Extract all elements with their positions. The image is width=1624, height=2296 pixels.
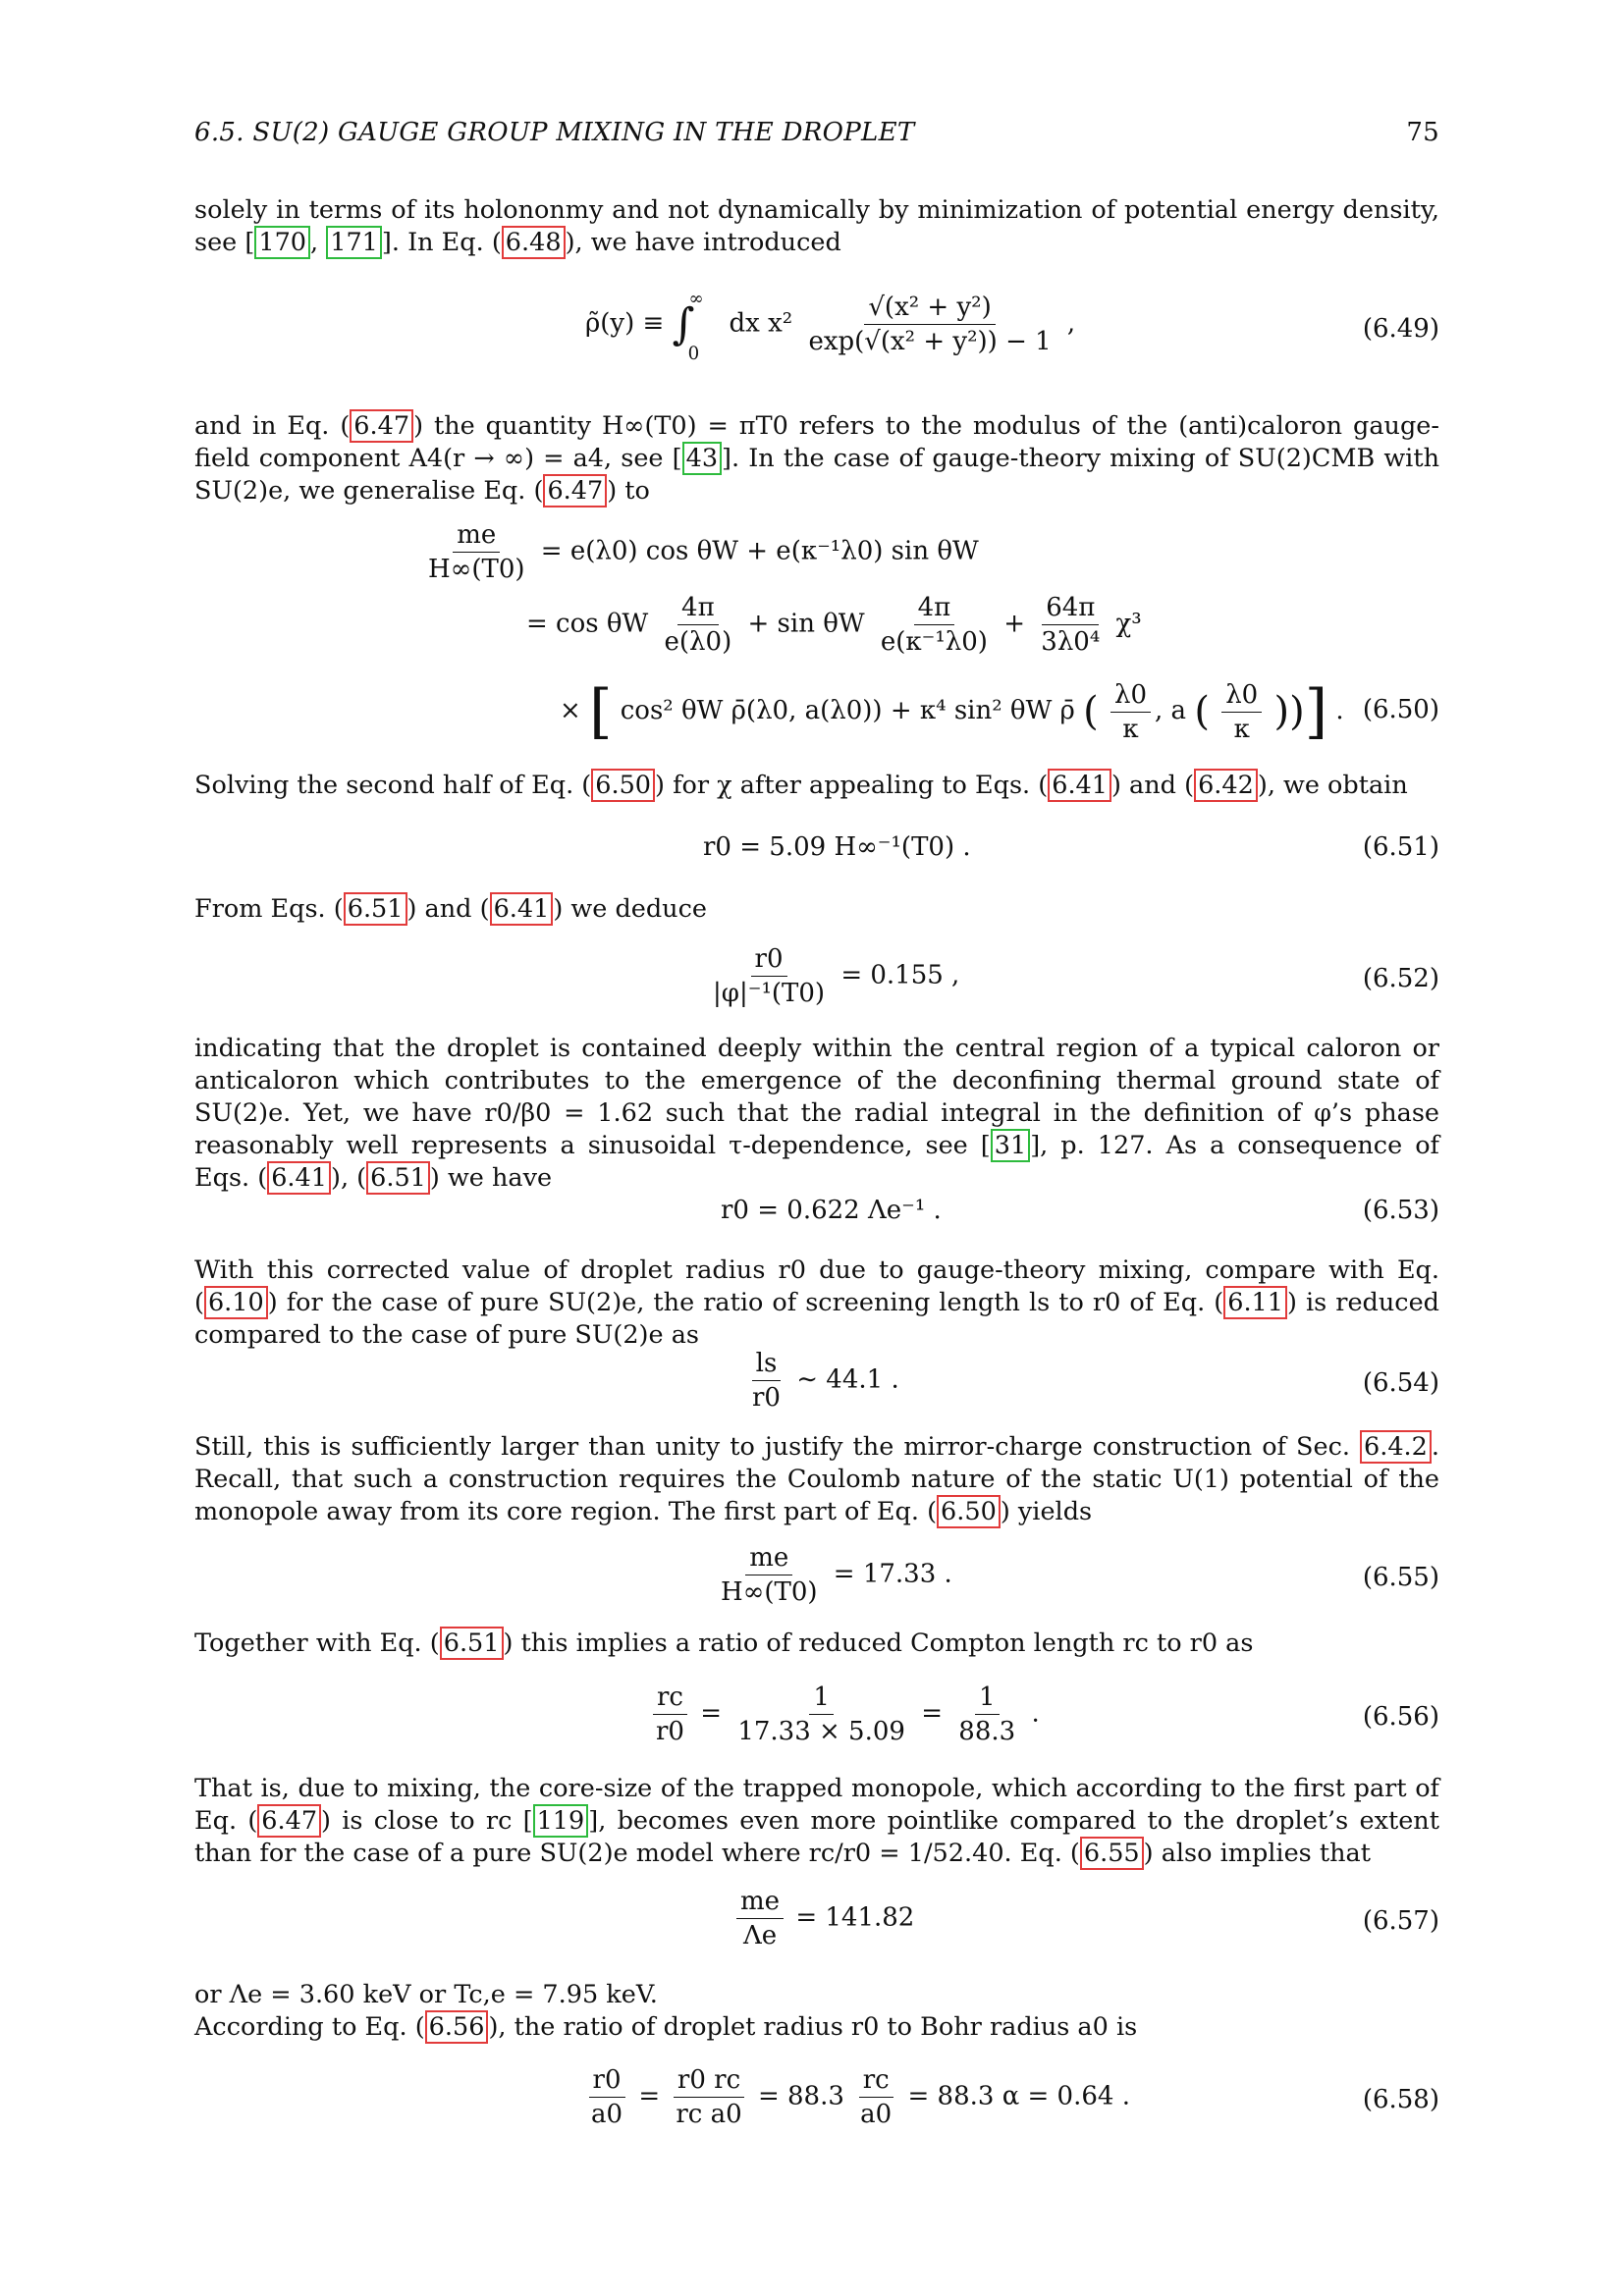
- paragraph-bohr: or Λe = 3.60 keV or Tc,e = 7.95 keV. According to Eq. ( 6.56 ), the ratio of droplet radius r0 to Bohr radius a0 is: [194, 1979, 1439, 2044]
- section-ref-link[interactable]: 6.4.2: [1360, 1430, 1432, 1464]
- paragraph-intro: solely in terms of its holononmy and not dynamically by minimization of potential energy density, see [ 170 , 171 ]. In Eq. ( 6.48 ), we have introduced: [194, 195, 1439, 257]
- equation-number: (6.57): [1362, 1906, 1439, 1936]
- fraction-denominator: H∞(T0): [428, 555, 525, 584]
- fraction-denominator: rc a0: [676, 2100, 742, 2129]
- eq-term: .: [1031, 1698, 1040, 1729]
- equation-ref-link[interactable]: 6.11: [1223, 1286, 1287, 1319]
- text-run: Solving the second half of Eq.: [194, 771, 574, 800]
- text-run: yields: [1009, 1497, 1093, 1526]
- text-run: this implies a ratio of reduced Compton length rc to r0 as: [513, 1629, 1254, 1658]
- text-run: we have: [439, 1163, 553, 1193]
- eq-term: = 88.3: [757, 2081, 844, 2111]
- text-run: for χ after appealing to Eqs.: [664, 771, 1031, 800]
- paragraph-indicating: indicating that the droplet is contained deeply within the central region of a typical caloron or anticaloron which contributes to the emergence of the deconfining thermal ground state of SU(2)e. Yet, we have r0/β0 = 1.62 such that the radial integral in the definition of φ’s phase reasonably well represents a sinusoidal τ-dependence, see [ 31 ], p. 127. As a consequence of Eqs. ( 6.41 ), ( 6.51 ) we have: [194, 1034, 1439, 1193]
- text-run: for the case of pure SU(2)e, the ratio of screening length ls to r0 of Eq.: [277, 1288, 1206, 1317]
- fraction-numerator: 1: [809, 1682, 834, 1715]
- eq-term: .: [1335, 696, 1344, 725]
- text-run: and: [416, 894, 472, 924]
- fraction-numerator: λ0: [1110, 680, 1151, 713]
- fraction-denominator: Λe: [742, 1921, 778, 1950]
- equation-ref-link[interactable]: 6.41: [1048, 769, 1111, 802]
- paragraph-mirror-charge: Still, this is sufficiently larger than unity to justify the mirror-charge construction of Sec. 6.4.2 . Recall, that such a construction requires the Coulomb nature of the static U(1) potential of the monopole away from its core region. The first part of Eq. ( 6.50 ) yields: [194, 1432, 1439, 1526]
- paragraph-corrected-value: With this corrected value of droplet radius r0 due to gauge-theory mixing, compare with Eq. ( 6.10 ) for the case of pure SU(2)e, the ratio of screening length ls to r0 of Eq. ( 6.11 ) is reduced compared to the case of pure SU(2)e as: [194, 1255, 1439, 1350]
- paragraph-caloron: and in Eq. ( 6.47 ) the quantity H∞(T0) = πT0 refers to the modulus of the (anti)caloron gauge-field component A4(r → ∞) = a4, see [ 43 ]. In the case of gauge-theory mixing of SU(2)CMB with SU(2)e, we generalise Eq. ( 6.47 ) to: [194, 411, 1439, 506]
- text-line: or Λe = 3.60 keV or Tc,e = 7.95 keV.: [194, 1980, 658, 2009]
- equation-6-52: [194, 944, 1439, 1023]
- eq-tail: ,: [1066, 308, 1076, 339]
- equation-number: (6.53): [1362, 1196, 1439, 1225]
- eq-term: , a: [1155, 696, 1187, 725]
- eq-rhs: = 0.155 ,: [840, 960, 960, 990]
- eq-body: r0 = 0.622 Λe⁻¹ .: [721, 1196, 942, 1225]
- fraction-denominator: κ: [1122, 714, 1139, 744]
- equation-ref-link[interactable]: 6.48: [502, 226, 566, 259]
- equation-6-58: [194, 2065, 1439, 2144]
- equation-number: (6.52): [1362, 964, 1439, 993]
- text-run: , becomes even more pointlike compared to the droplet’s extent than for the case of a pure SU(2)e model where rc/r0 = 1/52.40. Eq.: [194, 1806, 1439, 1868]
- equation-6-49: ρ̃(y) ≡ $\int^\infty_0$ dx x² $\frac{\text{√(x² + y²)}}{\text{exp(√(x² + y²)) − 1}}$ , (6.49): [585, 288, 1439, 364]
- text-run: we deduce: [563, 894, 707, 924]
- equation-6-51: [194, 832, 1439, 872]
- paragraph-deduce: From Eqs. ( 6.51 ) and ( 6.41 ) we deduce: [194, 894, 707, 924]
- text-run: ,: [340, 1163, 350, 1193]
- fraction-denominator: exp(√(x² + y²)) − 1: [808, 327, 1052, 356]
- equation-6-54: [194, 1349, 1439, 1423]
- paragraph-mixing: That is, due to mixing, the core-size of the trapped monopole, which according to the first part of Eq. ( 6.47 ) is close to rc [ 119 ], becomes even more pointlike compared to the droplet’s extent than for the case of a pure SU(2)e model where rc/r0 = 1/52.40. Eq. ( 6.55 ) also implies that: [194, 1774, 1439, 1868]
- eq-term: +: [1003, 609, 1026, 639]
- equation-number: (6.54): [1362, 1368, 1439, 1398]
- citation-link[interactable]: 43: [682, 442, 722, 475]
- eq-term: =: [638, 2081, 661, 2111]
- text-run: also implies that: [1153, 1839, 1371, 1868]
- equation-ref-link[interactable]: 6.55: [1080, 1837, 1144, 1870]
- fraction-numerator: ls: [752, 1349, 782, 1381]
- equation-6-57: [194, 1887, 1439, 1965]
- text-run: to: [617, 476, 650, 506]
- citation-link[interactable]: 170: [254, 226, 310, 259]
- eq-body: r0 = 5.09 H∞⁻¹(T0) .: [703, 832, 971, 862]
- equation-ref-link[interactable]: 6.47: [350, 409, 413, 443]
- text-run: solely in terms of its holononmy and not dynamically by minimization of potential energy density, see: [194, 195, 1439, 257]
- document-page: [194, 0, 1439, 2296]
- fraction-numerator: r0 rc: [674, 2065, 744, 2098]
- equation-ref-link[interactable]: 6.42: [1194, 769, 1258, 802]
- eq-rhs: = 141.82: [795, 1902, 915, 1933]
- fraction-numerator: 4π: [677, 593, 719, 625]
- equation-ref-link[interactable]: 6.41: [490, 892, 554, 926]
- eq-term: =: [921, 1698, 944, 1729]
- fraction-denominator: 17.33 × 5.09: [737, 1717, 905, 1746]
- fraction-denominator: 3λ0⁴: [1041, 627, 1101, 657]
- eq-term: =: [700, 1698, 723, 1729]
- running-header: [194, 118, 1439, 157]
- equation-ref-link[interactable]: 6.10: [204, 1286, 268, 1319]
- text-run: and in Eq.: [194, 411, 330, 441]
- eq-term: ×: [560, 696, 581, 725]
- equation-ref-link[interactable]: 6.51: [440, 1627, 504, 1660]
- fraction-denominator: |φ|⁻¹(T0): [713, 979, 826, 1008]
- text-run: and: [1120, 771, 1177, 800]
- text-run: is reduced compared to the case of pure SU(2)e as: [194, 1288, 1439, 1350]
- equation-6-53: [194, 1196, 1439, 1235]
- integrand: dx x²: [729, 308, 793, 339]
- fraction-denominator: e(κ⁻¹λ0): [880, 627, 988, 657]
- equation-6-56: [194, 1682, 1439, 1761]
- fraction-denominator: H∞(T0): [721, 1577, 818, 1607]
- text-run: , p. 127. As a consequence of Eqs.: [194, 1131, 1439, 1193]
- integral-upper: ∞: [688, 288, 704, 309]
- fraction-numerator: 1: [975, 1682, 1000, 1715]
- fraction-denominator: r0: [752, 1383, 781, 1413]
- equation-number: (6.58): [1362, 2085, 1439, 2114]
- fraction-numerator: me: [736, 1887, 784, 1919]
- fraction-numerator: me: [453, 520, 500, 553]
- fraction-denominator: a0: [860, 2100, 893, 2129]
- equation-ref-link[interactable]: 6.47: [257, 1804, 321, 1838]
- eq-term: + sin θW: [747, 609, 865, 639]
- fraction-denominator: r0: [656, 1717, 684, 1746]
- fraction-numerator: rc: [653, 1682, 687, 1715]
- fraction-numerator: 4π: [914, 593, 955, 625]
- equation-6-55: [194, 1543, 1439, 1622]
- citation-link[interactable]: 31: [991, 1129, 1030, 1162]
- eq-term: cos² θW ρ̄(λ0, a(λ0)) + κ⁴ sin² θW ρ̄: [620, 696, 1075, 725]
- text-run: With this corrected value of droplet radius r0 due to gauge-theory mixing, compare with Eq.: [194, 1255, 1439, 1285]
- text-run: the quantity H∞(T0) = πT0 refers to the modulus of the (anti)caloron gauge-field component A4(r → ∞) = a4, see: [194, 411, 1439, 473]
- text-run: , we obtain: [1267, 771, 1408, 800]
- fraction-denominator: a0: [591, 2100, 623, 2129]
- page-number: 75: [1406, 118, 1439, 147]
- equation-number: (6.56): [1362, 1702, 1439, 1732]
- equation-number: (6.49): [1362, 314, 1439, 344]
- fraction-numerator: r0: [751, 944, 787, 977]
- equation-ref-link[interactable]: 6.56: [425, 2010, 489, 2044]
- citation-link[interactable]: 171: [326, 226, 382, 259]
- eq-rhs: = 17.33 .: [833, 1559, 952, 1589]
- equation-ref-link[interactable]: 6.51: [344, 892, 407, 926]
- text-run: indicating that the droplet is contained deeply within the central region of a typical caloron or anticaloron which contributes to the emergence of the deconfining thermal ground state of SU(2)e. Yet, we have r0/β0 = 1.62 such that the radial integral in the definition of φ’s phase reasonably well represents a sinusoidal τ-dependence, see: [194, 1034, 1439, 1160]
- fraction-numerator: √(x² + y²): [864, 293, 995, 325]
- fraction-denominator: e(λ0): [664, 627, 732, 657]
- eq-term: χ³: [1115, 609, 1142, 639]
- text-run: . Recall, that such a construction requires the Coulomb nature of the static U(1) potential of the monopole away from its core region. The first part of Eq.: [194, 1432, 1439, 1526]
- text-run: From Eqs.: [194, 894, 326, 924]
- eq-rhs: ∼ 44.1 .: [796, 1364, 899, 1395]
- paragraph-compton: Together with Eq. ( 6.51 ) this implies a ratio of reduced Compton length rc to r0 as: [194, 1629, 1254, 1658]
- equation-number: (6.55): [1362, 1563, 1439, 1592]
- fraction-numerator: me: [745, 1543, 792, 1575]
- fraction-numerator: r0: [589, 2065, 625, 2098]
- text-run: , we have introduced: [574, 228, 841, 257]
- eq-rhs: = e(λ0) cos θW + e(κ⁻¹λ0) sin θW: [540, 536, 979, 566]
- text-run: is close to rc: [331, 1806, 513, 1836]
- equation-ref-link[interactable]: 6.47: [543, 474, 607, 507]
- fraction-numerator: 64π: [1042, 593, 1099, 625]
- equation-6-50: $\frac{me}{H\infty(T0)}$ = e(λ0) cos θW + e(κ⁻¹λ0) sin θW = cos θW $\frac{4\pi}{e(\lambda 0)}$ + sin θW $\frac{4\pi}{\text{e(κ⁻¹λ0)}}$ + $\frac{64\pi}{\text{3λ0⁴}}$ χ³ × [ cos² θW ρ̄(λ0, a(λ0)) + κ⁴ sin² θW ρ̄ ( $\frac{\lambda 0}{\kappa}$ , a ( $\frac{\lambda 0}{\kappa}$ ))] . (6.50): [194, 520, 1439, 756]
- text-run: Still, this is sufficiently larger than unity to justify the mirror-charge construction of Sec.: [194, 1432, 1350, 1462]
- fraction-denominator: 88.3: [958, 1717, 1016, 1746]
- text-run: Together with Eq.: [194, 1629, 422, 1658]
- eq-lhs: ρ̃(y) ≡: [585, 308, 665, 339]
- equation-ref-link[interactable]: 6.51: [366, 1161, 430, 1195]
- eq-term: = 88.3 α = 0.64 .: [907, 2081, 1130, 2111]
- citation-link[interactable]: 119: [533, 1804, 589, 1838]
- text-run: , the ratio of droplet radius r0 to Bohr radius a0 is: [498, 2012, 1138, 2042]
- running-title: 6.5. SU(2) GAUGE GROUP MIXING IN THE DROPLET: [194, 118, 915, 147]
- equation-number: (6.50): [1362, 695, 1439, 724]
- text-run: That is, due to mixing, the core-size of the trapped monopole, which according to the first part of Eq.: [194, 1774, 1439, 1836]
- eq-term: = cos θW: [526, 609, 649, 639]
- text-run: . In the case of gauge-theory mixing of SU(2)CMB with SU(2)e, we generalise Eq.: [194, 444, 1439, 506]
- fraction-denominator: κ: [1233, 714, 1250, 744]
- text-run: According to Eq.: [194, 2012, 407, 2042]
- fraction-numerator: λ0: [1221, 680, 1262, 713]
- equation-ref-link[interactable]: 6.50: [591, 769, 655, 802]
- equation-ref-link[interactable]: 6.41: [267, 1161, 331, 1195]
- fraction-numerator: rc: [859, 2065, 893, 2098]
- text-run: . In Eq.: [391, 228, 484, 257]
- integral-lower: 0: [687, 343, 700, 364]
- equation-ref-link[interactable]: 6.50: [937, 1495, 1001, 1528]
- equation-number: (6.51): [1362, 832, 1439, 862]
- paragraph-solving: Solving the second half of Eq. ( 6.50 ) for χ after appealing to Eqs. ( 6.41 ) and ( 6.42 ), we obtain: [194, 771, 1408, 800]
